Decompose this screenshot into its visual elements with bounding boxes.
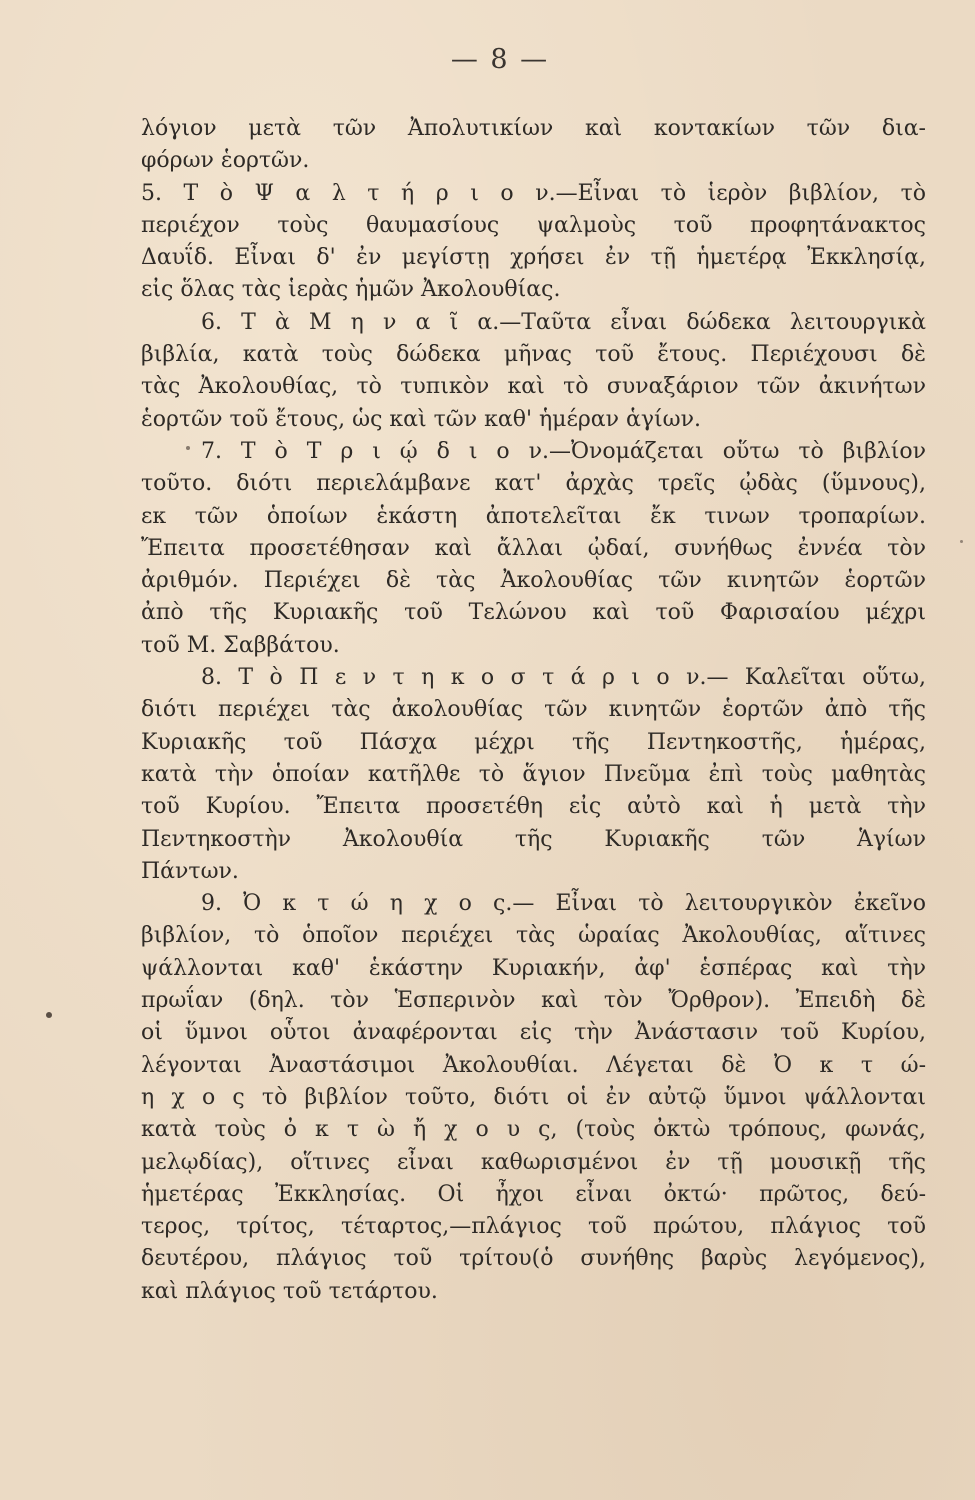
text-line: Πεντηκοστὴν Ἀκολουθία τῆς Κυριακῆς τῶν Ἁγίων: [141, 826, 926, 852]
text-line: πρωΐαν (δηλ. τὸν Ἑσπερινὸν καὶ τὸν Ὄρθρον). Ἐπειδὴ δὲ: [141, 988, 926, 1014]
text-line: οἱ ὕμνοι οὗτοι ἀναφέρονται εἰς τὴν Ἀνάστασιν τοῦ Κυρίου,: [141, 1020, 926, 1046]
text-line: ἀριθμόν. Περιέχει δὲ τὰς Ἀκολουθίας τῶν κινητῶν ἑορτῶν: [141, 568, 926, 594]
paper-speck: [46, 1012, 52, 1018]
text-line: τοῦτο. διότι περιελάμβανε κατ' ἀρχὰς τρεῖς ᾠδὰς (ὕμνους),: [141, 471, 926, 497]
text-line: Δαυΐδ. Εἶναι δ' ἐν μεγίστῃ χρήσει ἐν τῇ ἡμετέρᾳ Ἐκκλησίᾳ,: [141, 245, 926, 271]
paper-speck: [960, 540, 963, 543]
text-line: λόγιον μετὰ τῶν Ἀπολυτικίων καὶ κοντακίων τῶν δια-: [141, 116, 926, 141]
text-line: ἀπὸ τῆς Κυριακῆς τοῦ Τελώνου καὶ τοῦ Φαρισαίου μέχρι: [141, 600, 926, 626]
body-text: [141, 113, 926, 1308]
text-line: βιβλίον, τὸ ὁποῖον περιέχει τὰς ὡραίας Ἀκολουθίας, αἵτινες: [141, 923, 926, 949]
text-line: η χ ο ς τὸ βιβλίον τοῦτο, διότι οἱ ἐν αὐτῷ ὕμνοι ψάλλονται: [141, 1084, 926, 1110]
text-line: ψάλλονται καθ' ἑκάστην Κυριακήν, ἀφ' ἑσπέρας καὶ τὴν: [141, 955, 926, 981]
section-8-heading-line: 8. Τ ὸ Π ε ν τ η κ ο σ τ ά ρ ι ο ν.— Καλεῖται οὕτω,: [201, 665, 926, 691]
text-line: εἰς ὅλας τὰς ἱερὰς ἡμῶν Ἀκολουθίας.: [141, 277, 561, 303]
section-7-heading-line: 7. Τ ὸ Τ ρ ι ῴ δ ι ο ν.—Ὀνομάζεται οὕτω τὸ βιβλίον: [201, 438, 926, 464]
text-line: εκ τῶν ὁποίων ἑκάστη ἀποτελεῖται ἔκ τινων τροπαρίων.: [141, 503, 926, 529]
text-line: λέγονται Ἀναστάσιμοι Ἀκολουθίαι. Λέγεται δὲ Ὀ κ τ ώ-: [141, 1052, 926, 1078]
text-line: Ἔπειτα προσετέθησαν καὶ ἄλλαι ᾠδαί, συνήθως ἐννέα τὸν: [141, 535, 926, 561]
text-line: ἑορτῶν τοῦ ἔτους, ὡς καὶ τῶν καθ' ἡμέραν ἁγίων.: [141, 406, 701, 432]
text-line: κατὰ τοὺς ὀ κ τ ὼ ἤ χ ο υ ς, (τοὺς ὀκτὼ τρόπους, φωνάς,: [141, 1117, 926, 1143]
section-6-heading-line: 6. Τ ὰ Μ η ν α ῖ α.—Ταῦτα εἶναι δώδεκα λειτουργικὰ: [201, 309, 926, 335]
text-line: περιέχον τοὺς θαυμασίους ψαλμοὺς τοῦ προφητάνακτος: [141, 212, 926, 238]
section-5-heading-line: 5. Τ ὸ Ψ α λ τ ή ρ ι ο ν.—Εἶναι τὸ ἱερὸν βιβλίον, τὸ: [141, 180, 926, 206]
paper-speck: [186, 446, 190, 450]
text-line: δευτέρου, πλάγιος τοῦ τρίτου(ὁ συνήθης βαρὺς λεγόμενος),: [141, 1246, 926, 1272]
text-line: διότι περιέχει τὰς ἀκολουθίας τῶν κινητῶν ἑορτῶν ἀπὸ τῆς: [141, 697, 926, 723]
text-line: Πάντων.: [141, 858, 239, 884]
text-line: μελῳδίας), οἵτινες εἶναι καθωρισμένοι ἐν τῇ μουσικῇ τῆς: [141, 1149, 926, 1175]
text-line: ἡμετέρας Ἐκκλησίας. Οἱ ἦχοι εἶναι ὀκτώ· πρῶτος, δεύ-: [141, 1181, 926, 1207]
section-9-heading-line: 9. Ὀ κ τ ώ η χ ο ς.— Εἶναι τὸ λειτουργικὸν ἐκεῖνο: [201, 891, 926, 917]
text-line: τοῦ Μ. Σαββάτου.: [141, 632, 340, 658]
page-number: — 8 —: [450, 44, 550, 75]
text-line: καὶ πλάγιος τοῦ τετάρτου.: [141, 1278, 438, 1304]
text-line: τοῦ Κυρίου. Ἔπειτα προσετέθη εἰς αὐτὸ καὶ ἡ μετὰ τὴν: [141, 794, 926, 820]
text-line: τὰς Ἀκολουθίας, τὸ τυπικὸν καὶ τὸ συναξάριον τῶν ἀκινήτων: [141, 374, 926, 400]
text-line: βιβλία, κατὰ τοὺς δώδεκα μῆνας τοῦ ἔτους. Περιέχουσι δὲ: [141, 342, 926, 368]
text-line: Κυριακῆς τοῦ Πάσχα μέχρι τῆς Πεντηκοστῆς, ἡμέρας,: [141, 729, 926, 755]
text-line: κατὰ τὴν ὁποίαν κατῆλθε τὸ ἅγιον Πνεῦμα ἐπὶ τοὺς μαθητὰς: [141, 761, 926, 787]
text-line: φόρων ἑορτῶν.: [141, 148, 310, 174]
text-line: τερος, τρίτος, τέταρτος,—πλάγιος τοῦ πρώτου, πλάγιος τοῦ: [141, 1214, 926, 1240]
